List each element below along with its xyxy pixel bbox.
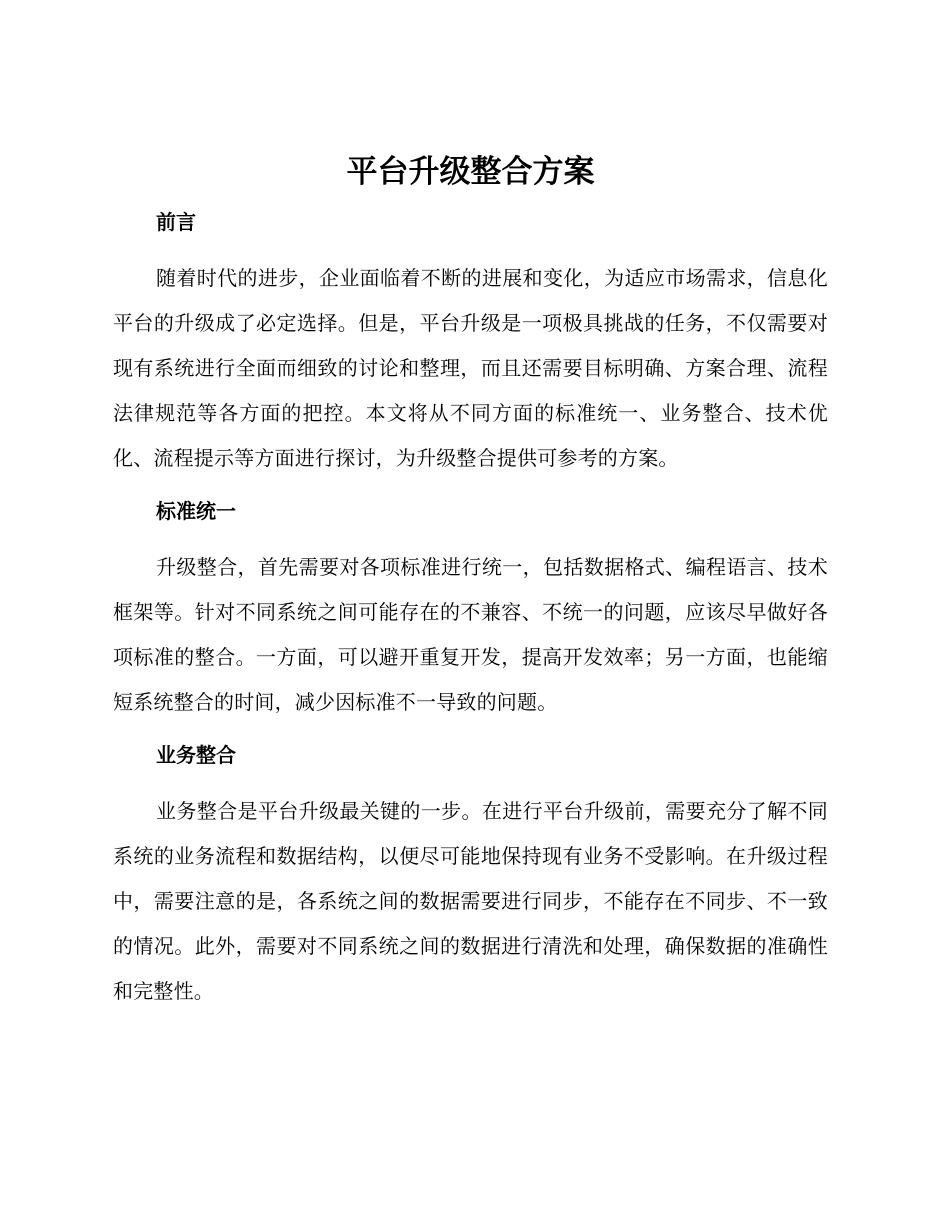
section-paragraph-business: 业务整合是平台升级最关键的一步。在进行平台升级前，需要充分了解不同系统的业务流程和数据结构，以便尽可能地保持现有业务不受影响。在升级过程中，需要注意的是，各系统之间的数据需要进行同步，不能存在不同步、不一致的情况。此外，需要对不同系统之间的数据进行清洗和处理，确保数据的准确性和完整性。 — [113, 799, 828, 1003]
section-heading-standard: 标准统一 — [156, 499, 236, 523]
section-paragraph-standard: 升级整合，首先需要对各项标准进行统一，包括数据格式、编程语言、技术框架等。针对不同系统之间可能存在的不兼容、不统一的问题，应该尽早做好各项标准的整合。一方面，可以避开重复开发，提高开发效率；另一方面，也能缩短系统整合的时间，减少因标准不一导致的问题。 — [113, 555, 828, 714]
document-title: 平台升级整合方案 — [346, 154, 595, 190]
section-heading-intro: 前言 — [156, 210, 196, 234]
section-heading-business: 业务整合 — [156, 743, 236, 767]
section-paragraph-intro: 随着时代的进步，企业面临着不断的进展和变化，为适应市场需求，信息化平台的升级成了必定选择。但是，平台升级是一项极具挑战的任务，不仅需要对现有系统进行全面而细致的讨论和整理，而且还需要目标明确、方案合理、流程法律规范等各方面的把控。本文将从不同方面的标准统一、业务整合、技术优化、流程提示等方面进行探讨，为升级整合提供可参考的方案。 — [113, 266, 828, 470]
